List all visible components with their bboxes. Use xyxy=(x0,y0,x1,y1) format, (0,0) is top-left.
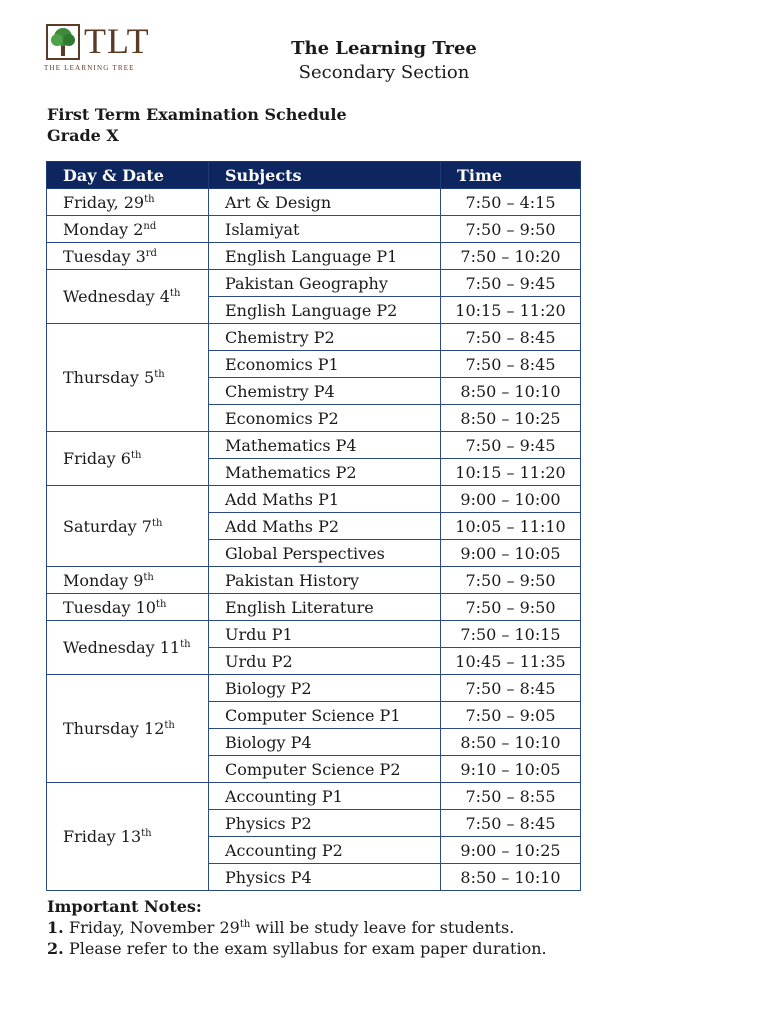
subject-cell: Computer Science P1 xyxy=(209,702,441,729)
time-cell: 10:15 – 11:20 xyxy=(441,459,581,486)
note-text: Friday, November 29 xyxy=(69,918,240,937)
time-cell: 7:50 – 8:45 xyxy=(441,810,581,837)
table-row xyxy=(47,675,581,702)
day-ordinal-suffix: th xyxy=(155,598,167,610)
subject-cell: Pakistan History xyxy=(209,567,441,594)
day-date-cell xyxy=(47,567,209,594)
note-text-end: will be study leave for students. xyxy=(250,918,515,937)
subject-cell: Economics P2 xyxy=(209,405,441,432)
day-date-text: Thursday 12 xyxy=(63,719,165,738)
day-date-cell xyxy=(47,621,209,675)
table-body xyxy=(47,189,581,891)
subject-cell: Urdu P1 xyxy=(209,621,441,648)
time-cell: 7:50 – 10:15 xyxy=(441,621,581,648)
day-ordinal-suffix: th xyxy=(144,193,155,205)
day-date-cell xyxy=(47,324,209,432)
time-cell: 7:50 – 9:50 xyxy=(441,567,581,594)
table-row xyxy=(47,594,581,621)
subject-cell: English Language P2 xyxy=(209,297,441,324)
column-header-time: Time xyxy=(441,162,581,189)
day-date-cell xyxy=(47,189,209,216)
time-cell: 7:50 – 8:45 xyxy=(441,675,581,702)
note-superscript: th xyxy=(239,919,251,930)
subject-cell: Chemistry P4 xyxy=(209,378,441,405)
table-header-row xyxy=(47,162,581,189)
time-cell: 7:50 – 9:45 xyxy=(441,270,581,297)
day-date-cell xyxy=(47,270,209,324)
time-cell: 9:00 – 10:00 xyxy=(441,486,581,513)
day-ordinal-suffix: nd xyxy=(143,220,157,232)
day-date-cell xyxy=(47,594,209,621)
time-cell: 10:45 – 11:35 xyxy=(441,648,581,675)
table-row xyxy=(47,567,581,594)
table-row xyxy=(47,243,581,270)
time-cell: 10:15 – 11:20 xyxy=(441,297,581,324)
time-cell: 8:50 – 10:10 xyxy=(441,864,581,891)
time-cell: 8:50 – 10:25 xyxy=(441,405,581,432)
table-row xyxy=(47,432,581,459)
subject-cell: Urdu P2 xyxy=(209,648,441,675)
time-cell: 7:50 – 8:55 xyxy=(441,783,581,810)
day-date-text: Wednesday 4 xyxy=(63,287,170,306)
table-row xyxy=(47,486,581,513)
day-ordinal-suffix: rd xyxy=(145,247,157,259)
note-number: 2. xyxy=(47,939,64,958)
section-name: Secondary Section xyxy=(298,62,470,83)
time-cell: 8:50 – 10:10 xyxy=(441,729,581,756)
subject-cell: Art & Design xyxy=(209,189,441,216)
time-cell: 9:00 – 10:25 xyxy=(441,837,581,864)
day-ordinal-suffix: th xyxy=(154,369,165,380)
day-date-cell xyxy=(47,216,209,243)
day-date-text: Saturday 7 xyxy=(63,516,152,536)
subject-cell: Accounting P2 xyxy=(209,837,441,864)
subject-cell: Mathematics P2 xyxy=(209,459,441,486)
day-ordinal-suffix: th xyxy=(151,517,163,529)
time-cell: 10:05 – 11:10 xyxy=(441,513,581,540)
table-row xyxy=(47,324,581,351)
day-date-text: Tuesday 10 xyxy=(63,597,156,617)
table-row xyxy=(47,189,581,216)
note-item xyxy=(47,938,547,959)
day-ordinal-suffix: th xyxy=(164,720,175,731)
time-cell: 7:50 – 9:05 xyxy=(441,702,581,729)
day-date-cell xyxy=(47,432,209,486)
column-header-day: Day & Date xyxy=(47,162,209,189)
document-title xyxy=(47,104,347,146)
day-date-text: Monday 2 xyxy=(63,219,144,239)
table-row xyxy=(47,270,581,297)
time-cell: 7:50 – 8:45 xyxy=(441,324,581,351)
day-ordinal-suffix: th xyxy=(130,450,142,461)
day-date-text: Friday 13 xyxy=(63,827,142,846)
day-ordinal-suffix: th xyxy=(141,828,152,839)
subject-cell: Physics P2 xyxy=(209,810,441,837)
day-date-cell xyxy=(47,675,209,783)
time-cell: 7:50 – 4:15 xyxy=(441,189,581,216)
time-cell: 7:50 – 9:45 xyxy=(441,432,581,459)
column-header-subjects: Subjects xyxy=(209,162,441,189)
note-number: 1. xyxy=(47,918,64,937)
day-ordinal-suffix: th xyxy=(180,639,191,650)
subject-cell: Biology P2 xyxy=(209,675,441,702)
time-cell: 7:50 – 9:50 xyxy=(441,594,581,621)
time-cell: 7:50 – 9:50 xyxy=(441,216,581,243)
table-row xyxy=(47,621,581,648)
time-cell: 9:00 – 10:05 xyxy=(441,540,581,567)
subject-cell: English Language P1 xyxy=(209,243,441,270)
day-date-cell xyxy=(47,486,209,567)
note-item xyxy=(47,917,547,938)
day-ordinal-suffix: th xyxy=(169,288,181,299)
subject-cell: Biology P4 xyxy=(209,729,441,756)
day-date-text: Friday 6 xyxy=(63,449,131,468)
subject-cell: Add Maths P2 xyxy=(209,513,441,540)
exam-schedule-table xyxy=(46,161,581,891)
grade-label: Grade X xyxy=(47,126,119,145)
note-text: Please refer to the exam syllabus for exam paper duration. xyxy=(69,939,547,958)
subject-cell: Islamiyat xyxy=(209,216,441,243)
table-row xyxy=(47,783,581,810)
logo-initials: TLT xyxy=(84,21,150,61)
table-row xyxy=(47,216,581,243)
time-cell: 7:50 – 10:20 xyxy=(441,243,581,270)
subject-cell: Computer Science P2 xyxy=(209,756,441,783)
day-date-text: Wednesday 11 xyxy=(63,638,181,657)
important-notes xyxy=(47,896,547,959)
schedule-title: First Term Examination Schedule xyxy=(47,105,347,124)
subject-cell: Mathematics P4 xyxy=(209,432,441,459)
time-cell: 8:50 – 10:10 xyxy=(441,378,581,405)
day-date-text: Thursday 5 xyxy=(63,368,155,387)
day-date-cell xyxy=(47,243,209,270)
time-cell: 7:50 – 8:45 xyxy=(441,351,581,378)
notes-heading: Important Notes: xyxy=(47,897,202,916)
subject-cell: Physics P4 xyxy=(209,864,441,891)
day-date-text: Friday, 29 xyxy=(63,192,145,212)
subject-cell: Economics P1 xyxy=(209,351,441,378)
logo-tagline: THE LEARNING TREE xyxy=(44,64,135,72)
subject-cell: Accounting P1 xyxy=(209,783,441,810)
subject-cell: Pakistan Geography xyxy=(209,270,441,297)
day-date-cell xyxy=(47,783,209,891)
subject-cell: Add Maths P1 xyxy=(209,486,441,513)
day-date-text: Monday 9 xyxy=(63,570,144,590)
school-name: The Learning Tree xyxy=(291,38,477,59)
day-ordinal-suffix: th xyxy=(143,571,154,583)
subject-cell: English Literature xyxy=(209,594,441,621)
subject-cell: Chemistry P2 xyxy=(209,324,441,351)
day-date-text: Tuesday 3 xyxy=(63,246,146,266)
time-cell: 9:10 – 10:05 xyxy=(441,756,581,783)
subject-cell: Global Perspectives xyxy=(209,540,441,567)
